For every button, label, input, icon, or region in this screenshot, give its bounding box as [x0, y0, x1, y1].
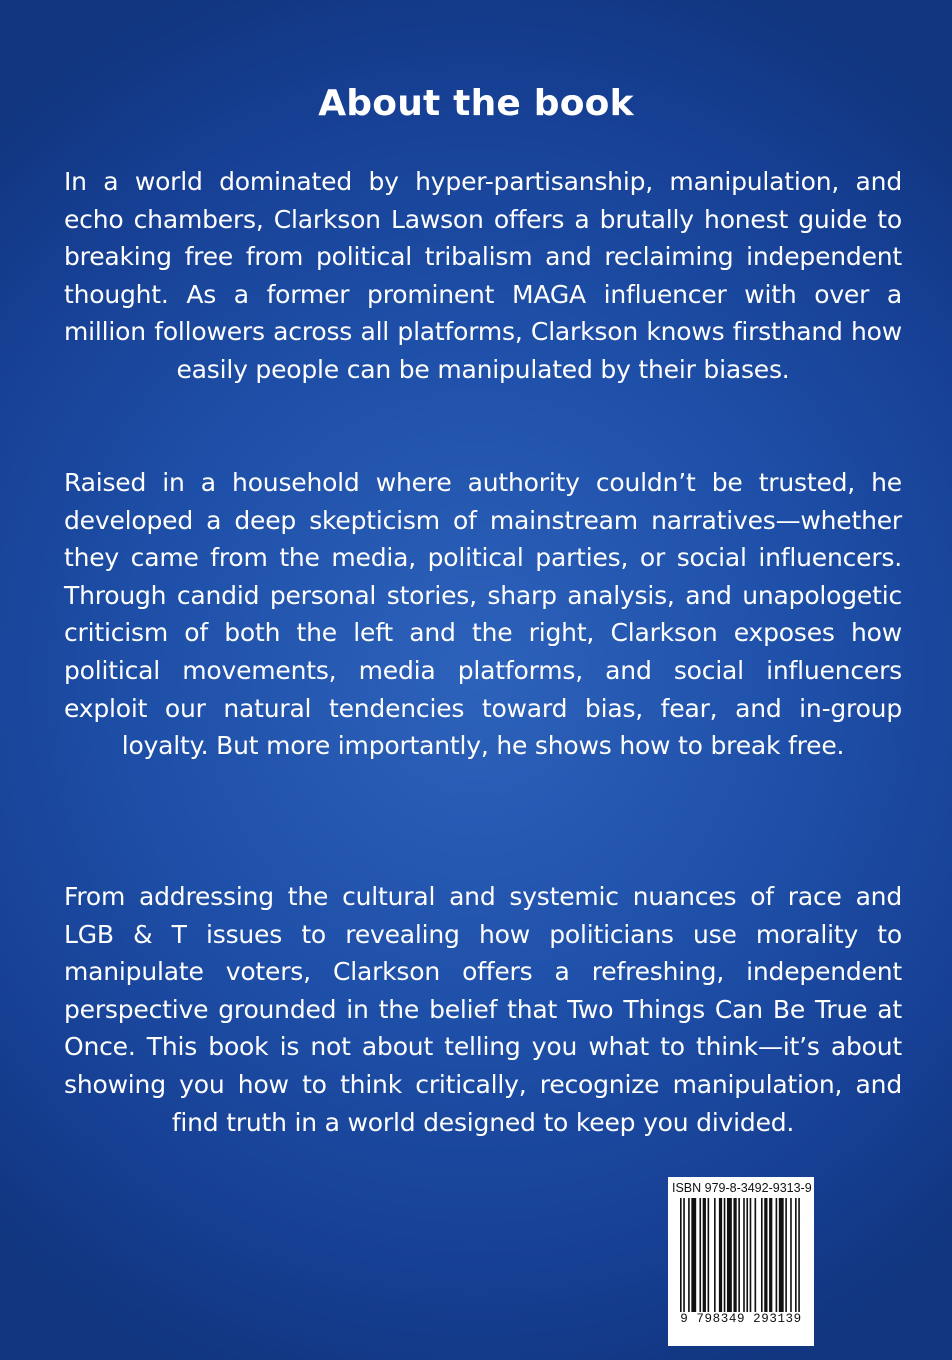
blurb-paragraph-3: From addressing the cultural and systemic nuances of race and LGB & T issues to revealing how politicians use morality to manipulate voters, Clarkson offers a refreshing, independent perspective grounded in the belief that Two Things Can Be True at Once. This book is not about telling you what to think—it’s about showing you how to think critically, recognize manipulation, and find truth in a world designed to keep you divided. [64, 882, 902, 1137]
barcode-bar [776, 1198, 778, 1314]
barcode-box [668, 1177, 814, 1346]
barcode-bar [708, 1198, 710, 1314]
barcode-bar [738, 1198, 740, 1314]
barcode-bar [727, 1198, 732, 1314]
barcode-digits: 9 798349 293139 [672, 1312, 810, 1326]
barcode-bar [798, 1198, 800, 1314]
barcode-bar [680, 1198, 682, 1326]
barcode-bar [703, 1198, 706, 1314]
barcode-bar [699, 1198, 701, 1314]
blurb-paragraph-2: Raised in a household where authority couldn’t be trusted, he developed a deep skepticism of mainstream narratives—whether they came from the media, political parties, or social influencers. Through candid personal stories, sharp analysis, and unapologetic criticism of both the left and the right, Clarkson exposes how political movements, media platforms, and social influencers exploit our natural tendencies toward bias, fear, and in-group loyalty. But more importantly, he shows how to break free. [64, 468, 902, 761]
barcode-bar [795, 1198, 797, 1314]
barcode-bars-icon [672, 1198, 810, 1326]
blurb-paragraph-1: In a world dominated by hyper-partisanship, manipulation, and echo chambers, Clarkson Lawson offers a brutally honest guide to breaking free from political tribalism and reclaiming independent thought. As a former prominent MAGA influencer with over a million followers across all platforms, Clarkson knows firsthand how easily people can be manipulated by their biases. [64, 167, 902, 384]
barcode-bar [746, 1198, 748, 1314]
barcode-bar [761, 1198, 763, 1326]
barcode-bar [683, 1198, 685, 1326]
about-title: About the book [318, 83, 634, 124]
barcode-bar [764, 1198, 767, 1314]
barcode-bar [691, 1198, 696, 1314]
barcode-bar [714, 1198, 716, 1314]
barcode-bar [719, 1198, 722, 1314]
barcode-bar [755, 1198, 757, 1326]
barcode-bar [769, 1198, 772, 1314]
barcode-bar [724, 1198, 726, 1314]
barcode-bar [790, 1198, 792, 1314]
isbn-label: ISBN 979-8-3492-9313-9 [672, 1181, 812, 1195]
barcode-bar [750, 1198, 752, 1314]
barcode-bar [688, 1198, 690, 1314]
barcode-bar [779, 1198, 784, 1314]
barcode-bar [743, 1198, 745, 1314]
barcode-bar [785, 1198, 787, 1314]
barcode-bar [733, 1198, 736, 1314]
